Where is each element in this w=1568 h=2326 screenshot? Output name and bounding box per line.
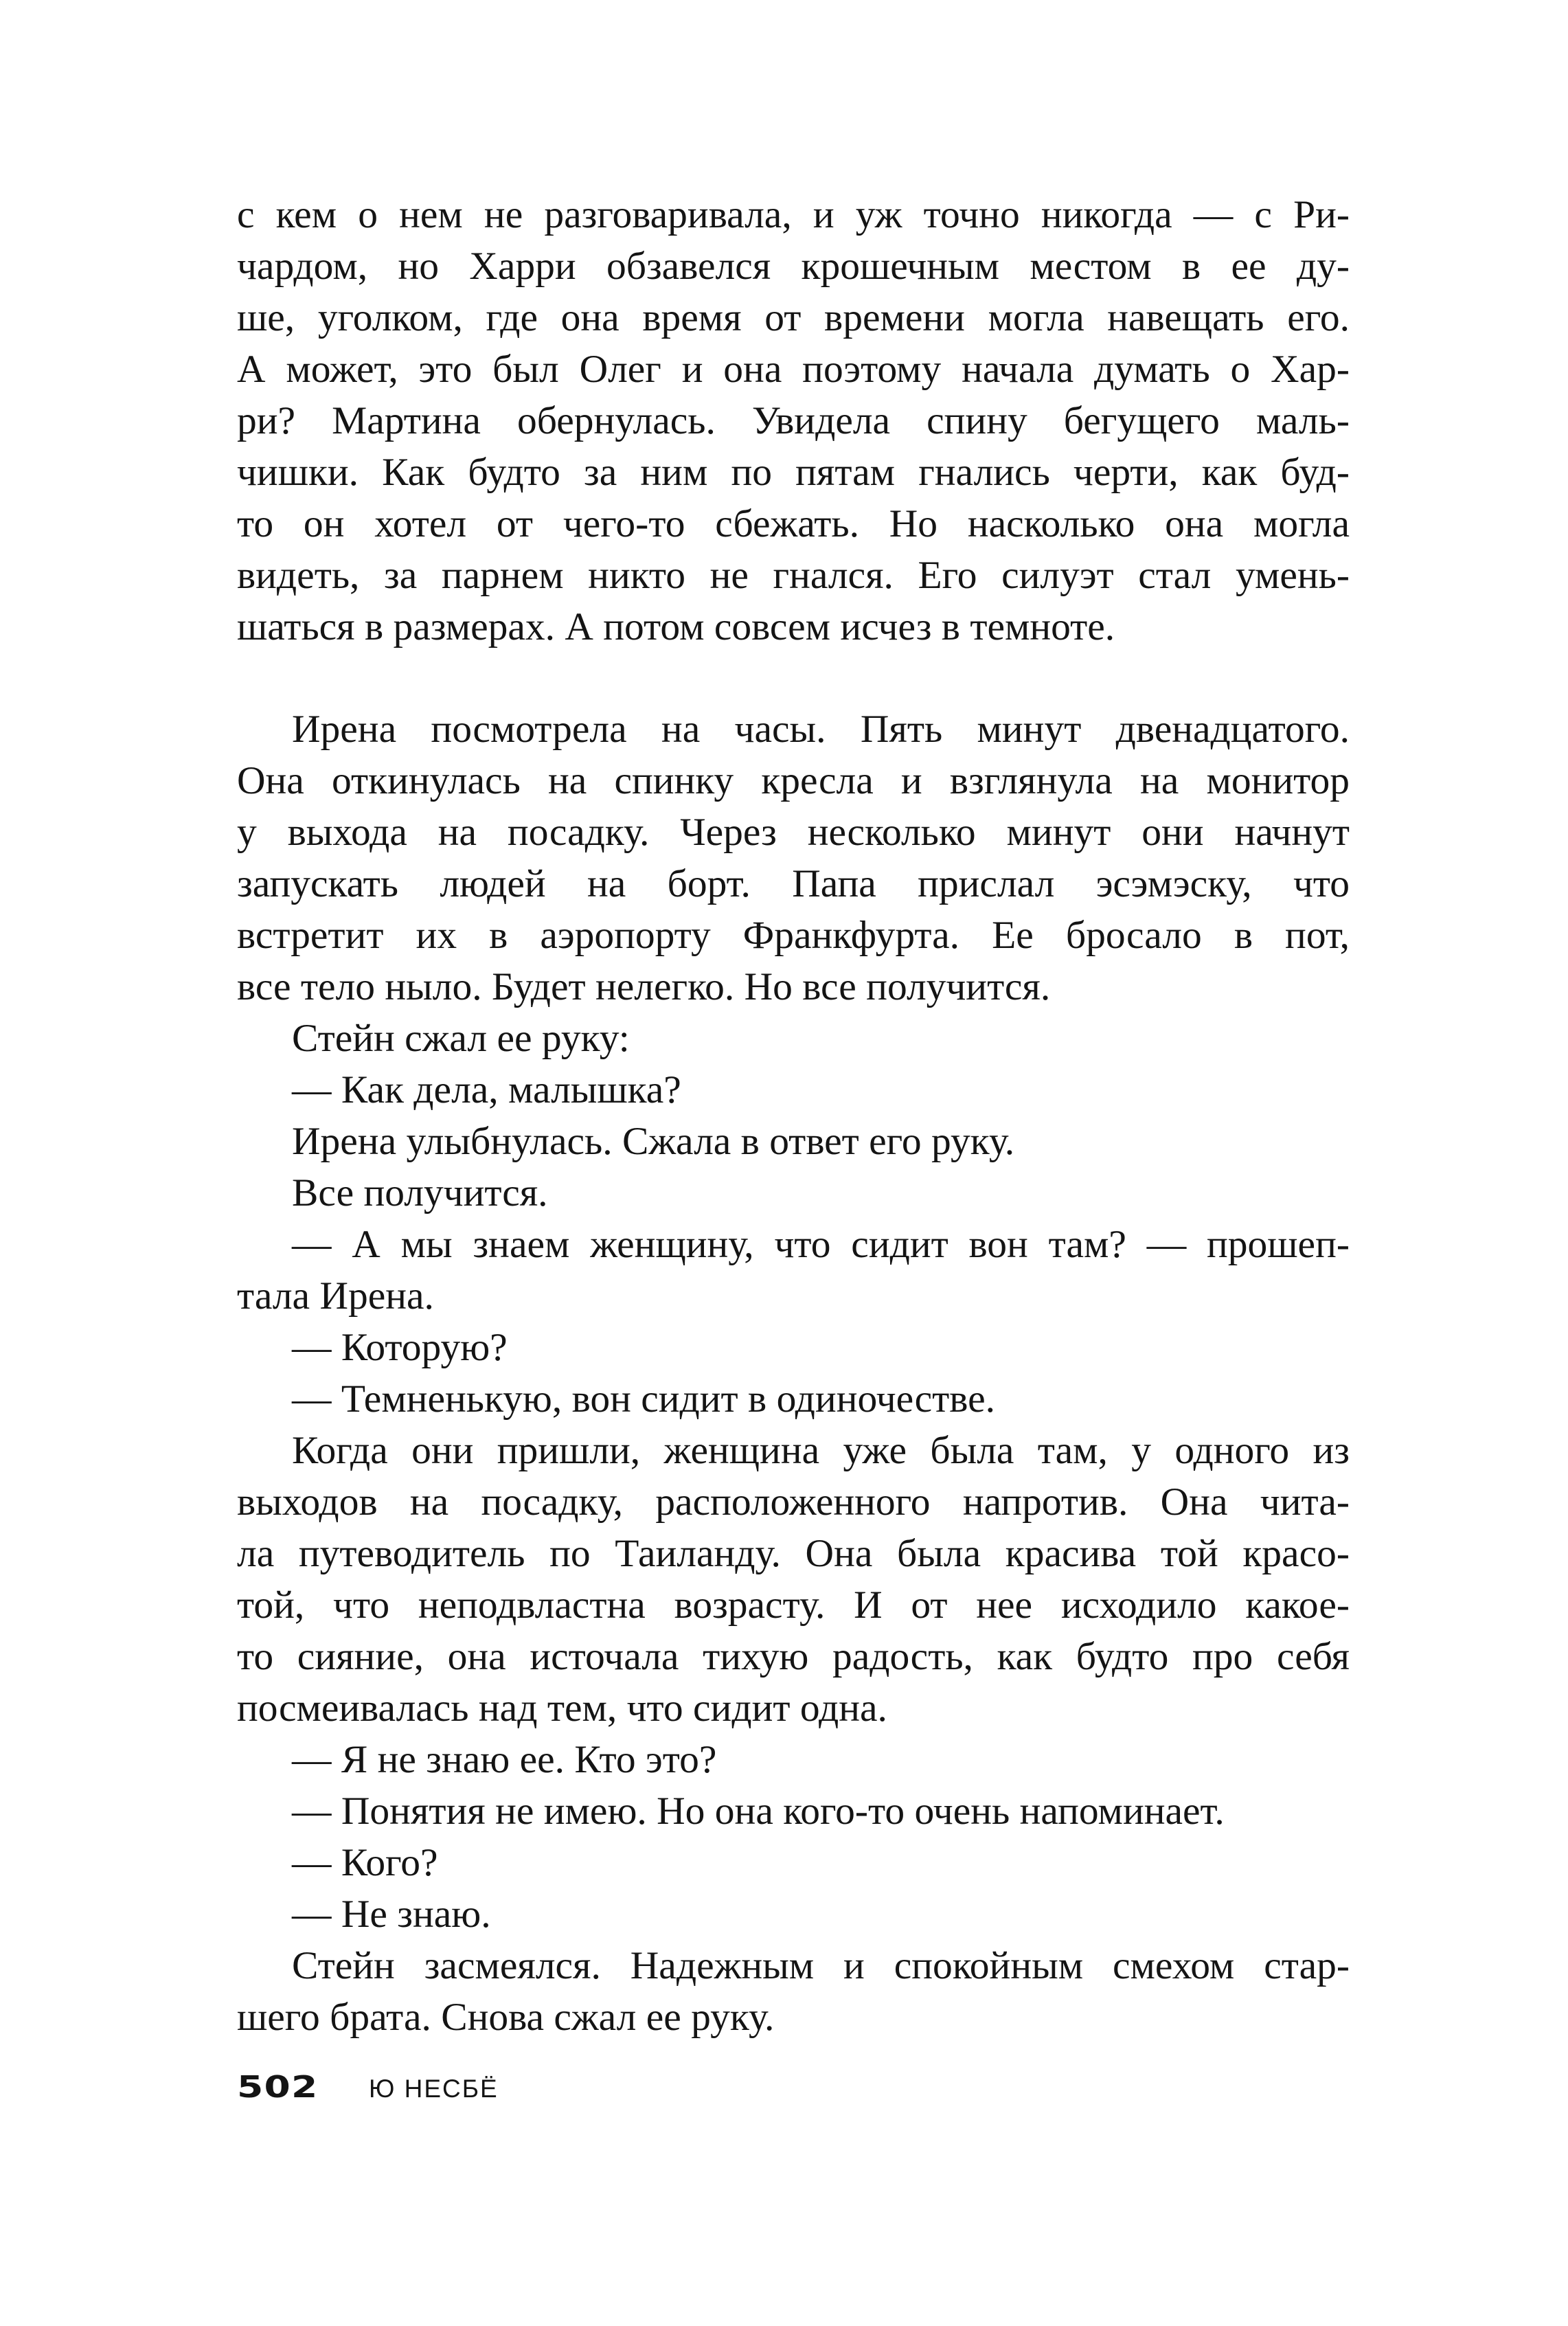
text-line: то сияние, она источала тихую радость, как будто про себя bbox=[237, 1635, 1350, 1678]
text-line: А может, это был Олег и она поэтому начала думать о Хар- bbox=[237, 348, 1350, 391]
page-footer bbox=[237, 2070, 499, 2111]
text-line: Стейн засмеялся. Надежным и спокойным смехом стар- bbox=[292, 1944, 1350, 1987]
text-line: запускать людей на борт. Папа прислал эсэмэску, что bbox=[237, 862, 1350, 905]
dialogue-line: — Не знаю. bbox=[292, 1893, 491, 1936]
text-line: посмеивалась над тем, что сидит одна. bbox=[237, 1686, 887, 1730]
text-line: ше, уголком, где она время от времени могла навещать его. bbox=[237, 296, 1350, 339]
text-line: выходов на посадку, расположенного напротив. Она чита- bbox=[237, 1480, 1350, 1524]
text-line: все тело ныло. Будет нелегко. Но все получится. bbox=[237, 965, 1051, 1008]
text-line: Когда они пришли, женщина уже была там, у одного из bbox=[292, 1429, 1350, 1472]
text-line: Ирена посмотрела на часы. Пять минут двенадцатого. bbox=[292, 708, 1350, 751]
dialogue-line: — А мы знаем женщину, что сидит вон там? — прошеп- bbox=[292, 1223, 1350, 1266]
page-number: 502 bbox=[237, 2070, 319, 2105]
running-footer-author: Ю НЕСБЁ bbox=[369, 2075, 499, 2103]
text-line: ри? Мартина обернулась. Увидела спину бегущего маль- bbox=[237, 399, 1350, 442]
dialogue-line: — Которую? bbox=[292, 1326, 508, 1369]
dialogue-line: — Кого? bbox=[292, 1841, 438, 1884]
text-line: чардом, но Харри обзавелся крошечным местом в ее ду- bbox=[237, 245, 1350, 288]
text-line: Ирена улыбнулась. Сжала в ответ его руку. bbox=[292, 1120, 1015, 1163]
text-line: Стейн сжал ее руку: bbox=[292, 1017, 630, 1060]
text-line: Она откинулась на спинку кресла и взглянула на монитор bbox=[237, 759, 1350, 802]
dialogue-line: — Как дела, малышка? bbox=[292, 1068, 681, 1111]
text-line: ла путеводитель по Таиланду. Она была красива той красо- bbox=[237, 1532, 1350, 1575]
text-line: у выхода на посадку. Через несколько минут они начнут bbox=[237, 811, 1350, 854]
text-line: шаться в размерах. А потом совсем исчез в темноте. bbox=[237, 605, 1115, 648]
text-line: то он хотел от чего-то сбежать. Но насколько она могла bbox=[237, 502, 1350, 545]
dialogue-line: — Я не знаю ее. Кто это? bbox=[292, 1738, 717, 1781]
dialogue-line: тала Ирена. bbox=[237, 1274, 434, 1318]
text-line: шего брата. Снова сжал ее руку. bbox=[237, 1996, 775, 2039]
dialogue-line: — Темненькую, вон сидит в одиночестве. bbox=[292, 1377, 995, 1421]
text-line: встретит их в аэропорту Франкфурта. Ее бросало в пот, bbox=[237, 914, 1350, 957]
text-line: видеть, за парнем никто не гнался. Его силуэт стал умень- bbox=[237, 554, 1350, 597]
text-line: той, что неподвластна возрасту. И от нее исходило какое- bbox=[237, 1583, 1350, 1627]
text-line: Все получится. bbox=[292, 1171, 548, 1215]
text-line: чишки. Как будто за ним по пятам гнались черти, как буд- bbox=[237, 451, 1350, 494]
dialogue-line: — Понятия не имею. Но она кого-то очень напоминает. bbox=[292, 1789, 1225, 1833]
text-line: с кем о нем не разговаривала, и уж точно никогда — с Ри- bbox=[237, 193, 1350, 236]
